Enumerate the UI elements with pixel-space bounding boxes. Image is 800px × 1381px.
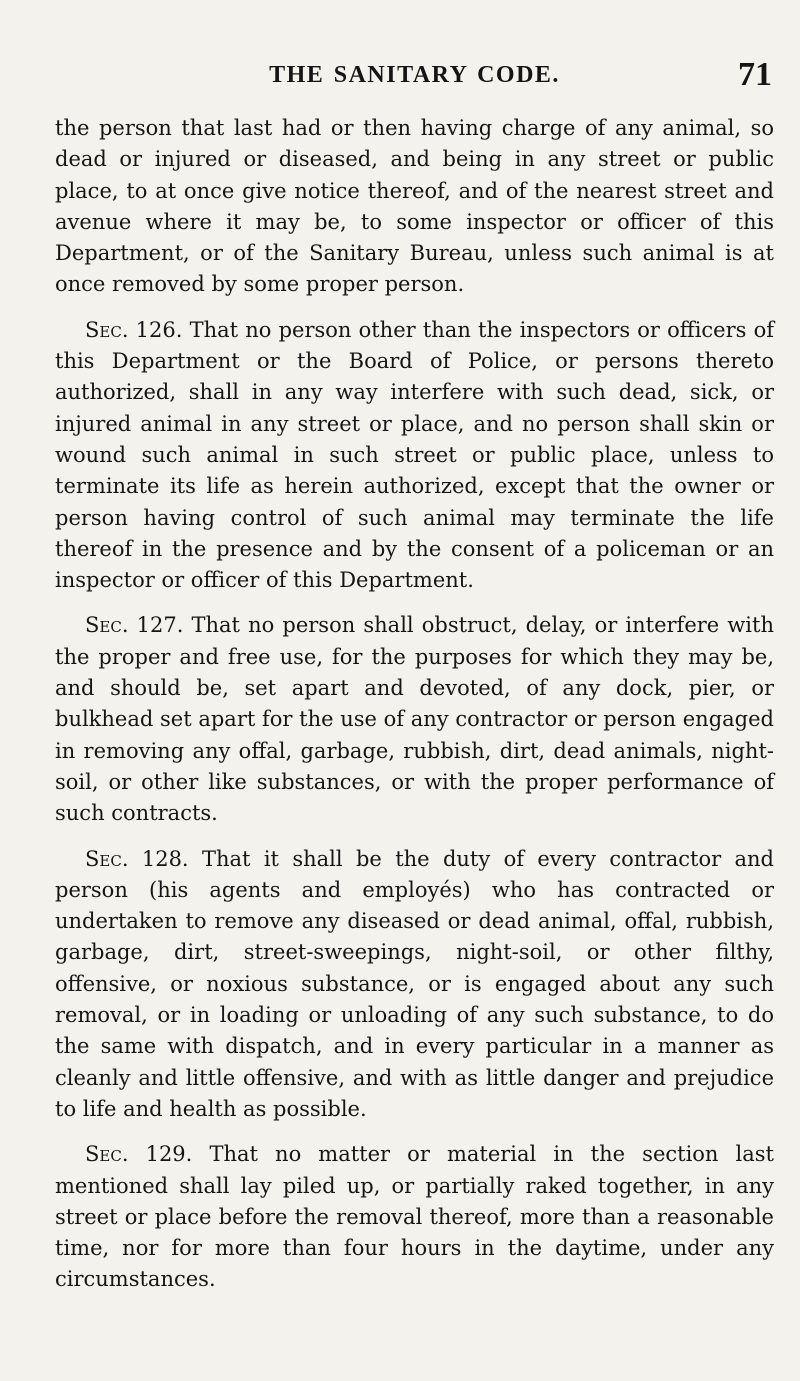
- section-label: Sec. 127.: [85, 613, 184, 638]
- section-126: [55, 315, 774, 597]
- paragraph-continuation: [55, 113, 774, 301]
- section-text: That no matter or material in the section last mentioned shall lay piled up, or partially raked together, in any street or place before the removal thereof, more than a reasonable time, nor for more than four hours in the daytime, under any circumstances.: [55, 1142, 775, 1292]
- running-head: [55, 56, 774, 96]
- paragraph-text: the person that last had or then having charge of any animal, so dead or injured or diseased, and being in any street or public place, to at once give notice thereof, and of the nearest street and avenue where it may be, to some inspector or officer of this Department, or of the Sanitary Bureau, unless such animal is at once removed by some proper person.: [55, 116, 774, 297]
- page-number: 71: [738, 56, 772, 93]
- section-128: [55, 844, 774, 1126]
- running-title: THE SANITARY CODE.: [269, 62, 560, 88]
- section-129: [55, 1139, 774, 1295]
- section-127: [55, 610, 774, 829]
- section-label: Sec. 129.: [85, 1142, 193, 1167]
- section-text: That no person shall obstruct, delay, or interfere with the proper and free use, for the purposes for which they may be, and should be, set apart and devoted, of any dock, pier, or bulkhead set apart for the use of any contractor or person engaged in removing any offal, garbage, rubbish, dirt, dead animals, night-soil, or other like substances, or with the proper performance of such contracts.: [55, 613, 774, 826]
- section-text: That no person other than the inspectors or officers of this Department or the Board of Police, or persons thereto authorized, shall in any way interfere with such dead, sick, or injured animal in any street or place, and no person shall skin or wound such animal in such street or public place, unless to terminate its life as herein authorized, except that the owner or person having control of such animal may terminate the life thereof in the presence and by the consent of a policeman or an inspector or officer of this Department.: [55, 317, 774, 593]
- section-label: Sec. 126.: [85, 317, 183, 342]
- body-text: [55, 113, 774, 1296]
- section-label: Sec. 128.: [85, 846, 189, 871]
- section-text: That it shall be the duty of every contractor and person (his agents and employés) who has contracted or undertaken to remove any diseased or dead animal, offal, rubbish, garbage, dirt, street-sweepings, night-soil, or other filthy, offensive, or noxious substance, or is engaged about any such removal, or in loading or unloading of any such substance, to do the same with dispatch, and in every particular in a manner as cleanly and little offensive, and with as little danger and prejudice to life and health as possible.: [55, 846, 774, 1121]
